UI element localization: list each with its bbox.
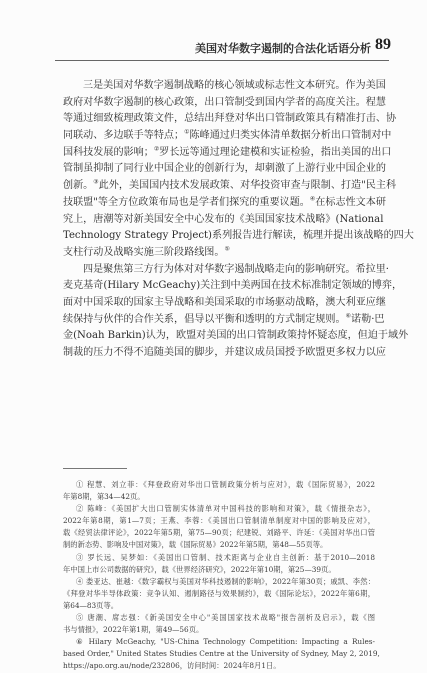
body-line bbox=[63, 178, 397, 195]
body-line-text: 支柱行动及战略实施三阶段路线图。 bbox=[63, 246, 225, 258]
header-rule bbox=[55, 60, 389, 61]
footnote-line: 书与情报》，2022年第1期，第49—56页。 bbox=[63, 625, 204, 635]
footnote-line: 2022年第8期，第1—7页；王燕、李蓉：《美国出口管制清单制度对中国的影响及应对》， bbox=[63, 516, 375, 526]
body-line-text: 此外，美国国内技术发展政策、对华投资审查与限制、打造"民主科 bbox=[98, 180, 397, 192]
body-line bbox=[63, 345, 386, 362]
body-line-text: 麦克基奇(Hilary McGeachy)关注到中美两国在技术标准制定领域的博弈， bbox=[63, 280, 403, 292]
body-line bbox=[63, 328, 409, 345]
page-number: 89 bbox=[375, 36, 391, 53]
running-title: 美国对华数字遏制的合法化话语分析 bbox=[195, 42, 371, 55]
body-line bbox=[63, 295, 386, 312]
body-line bbox=[63, 111, 397, 128]
footnote-line: 第64—83页等。 bbox=[63, 600, 119, 610]
body-line bbox=[63, 128, 392, 145]
footnote-line: 年中国上市公司数据的研究》，载《世界经济研究》，2022年第10期，第25—39页。 bbox=[63, 564, 336, 574]
footnote-line: 制的新态势、影响及中国对策》，载《国际贸易》2022年第5期，第48—55页等。 bbox=[63, 540, 328, 550]
body-line-text: 技联盟"等全方位政策布局也是学者们探究的重要议题。 bbox=[63, 196, 310, 208]
body-line bbox=[63, 278, 403, 295]
body-line bbox=[63, 245, 373, 262]
footnote-marker[interactable]: ④ bbox=[309, 195, 316, 203]
body-line bbox=[63, 78, 386, 95]
footnote-marker[interactable]: ③ bbox=[93, 178, 99, 186]
body-line-text: 三是美国对华数字遏制战略的核心领域或标志性文本研究。作为美国 bbox=[83, 80, 386, 91]
body-line-text: 创新。 bbox=[63, 180, 94, 192]
body-line bbox=[63, 312, 385, 329]
body-line-text: 管制虽抑制了同行业中国企业的创新行为，却刺激了上游行业中国企业的 bbox=[63, 163, 386, 175]
body-text bbox=[63, 78, 414, 362]
body-line-text: 陈峰通过归类实体清单数据分析出口管制对中 bbox=[189, 130, 392, 142]
body-line-text: 等通过细致梳理政策文件，总结出拜登对华出口管制政策具有精准打击、协 bbox=[63, 113, 397, 125]
body-line bbox=[63, 195, 386, 212]
footnotes bbox=[63, 479, 380, 673]
body-line-text: 续保持与伙伴的合作关系，倡导以平衡和透明的方式制定规则。 bbox=[63, 313, 346, 325]
body-line-text: Technology Strategy Project)系列报告进行解读，梳理并提出该战略的四大 bbox=[63, 230, 414, 242]
footnote-line: ⑥ Hilary McGeachy, "US-China Technology Competition: Impacting a Rules- bbox=[76, 637, 375, 647]
body-line-text: 政府对华数字遏制的核心政策，出口管制受到国内学者的高度关注。程慧 bbox=[63, 96, 386, 108]
footnote-marker[interactable]: ① bbox=[184, 128, 190, 136]
body-line bbox=[63, 95, 386, 112]
footnote-marker[interactable]: ⑥ bbox=[345, 312, 352, 320]
body-line-text: 面对中国采取的国家主导战略和美国采取的市场驱动战略，澳大利亚应继 bbox=[63, 296, 386, 308]
footnote-marker[interactable]: ② bbox=[153, 145, 160, 153]
body-line-text: 国科技发展的影响； bbox=[63, 146, 154, 158]
body-line-text: 究上，唐潮等对新美国安全中心发布的《美国国家技术战略》(National bbox=[63, 213, 384, 225]
footnote-line: 年第8期，第34—42页。 bbox=[63, 492, 145, 502]
body-line bbox=[63, 161, 386, 178]
footnote-line: ④ 娄亚达、崔越：《数字霸权与美国对华科技遏制的影响》，2022年第30页；戚凯、李然： bbox=[76, 576, 375, 586]
body-line-text: 在标志性文本研 bbox=[315, 196, 386, 208]
body-line bbox=[63, 145, 392, 162]
body-line-text: 四是聚焦第三方行为体对对华数字遏制战略走向的影响研究。希拉里· bbox=[83, 263, 390, 275]
body-line bbox=[63, 228, 414, 245]
footnote-line: ① 程慧、刘立菲：《拜登政府对华出口管制政策分析与应对》，载《国际贸易》，2022 bbox=[76, 480, 375, 489]
body-line-text: 罗长远等通过理论建模和实证检验，指出美国的出口 bbox=[159, 146, 392, 158]
body-line-text: 同联动、多边联手等特点； bbox=[63, 130, 185, 142]
body-line-text: 诺勒·巴 bbox=[351, 313, 385, 325]
footnote-line: ③ 罗长远、吴梦如：《美国出口管制、技术距离与企业自主创新：基于2010—2018 bbox=[76, 552, 375, 562]
body-line-text: 制裁的压力不得不追随美国的脚步，并建议成员国授予欧盟更多权力以应 bbox=[63, 347, 386, 358]
footnote-line: ② 陈峰：《美国扩大出口管制实体清单对中国科技的影响和对策》，载《情报杂志》， bbox=[76, 504, 375, 514]
body-line bbox=[63, 262, 390, 279]
footnote-line: https://apo.org.au/node/232806，访问时间：2024年8月1日。 bbox=[63, 661, 281, 671]
body-line-text: 金(Noah Barkin)认为，欧盟对美国的出口管制政策持怀疑态度，但迫于域外 bbox=[63, 330, 409, 342]
footnote-rule bbox=[63, 468, 127, 469]
footnote-line: based Order," United States Studies Centre at the University of Sydney, May 2, 2019, bbox=[63, 649, 380, 659]
footnote-line: 《拜登对华半导体政策：竞争认知、遏制路径与效果制约》，载《国际论坛》，2022年第6期， bbox=[63, 588, 375, 598]
body-line bbox=[63, 212, 384, 229]
footnote-line: 载《经贸法律评论》，2022年第5期，第75—90页；纪建锐、刘路平、许延：《美国对华出口管 bbox=[63, 528, 375, 538]
footnote-marker[interactable]: ⑤ bbox=[224, 245, 230, 253]
footnote-line: ⑤ 唐潮、席志强：《新美国安全中心"美国国家技术战略"报告剖析及启示》，载《图 bbox=[76, 613, 375, 623]
